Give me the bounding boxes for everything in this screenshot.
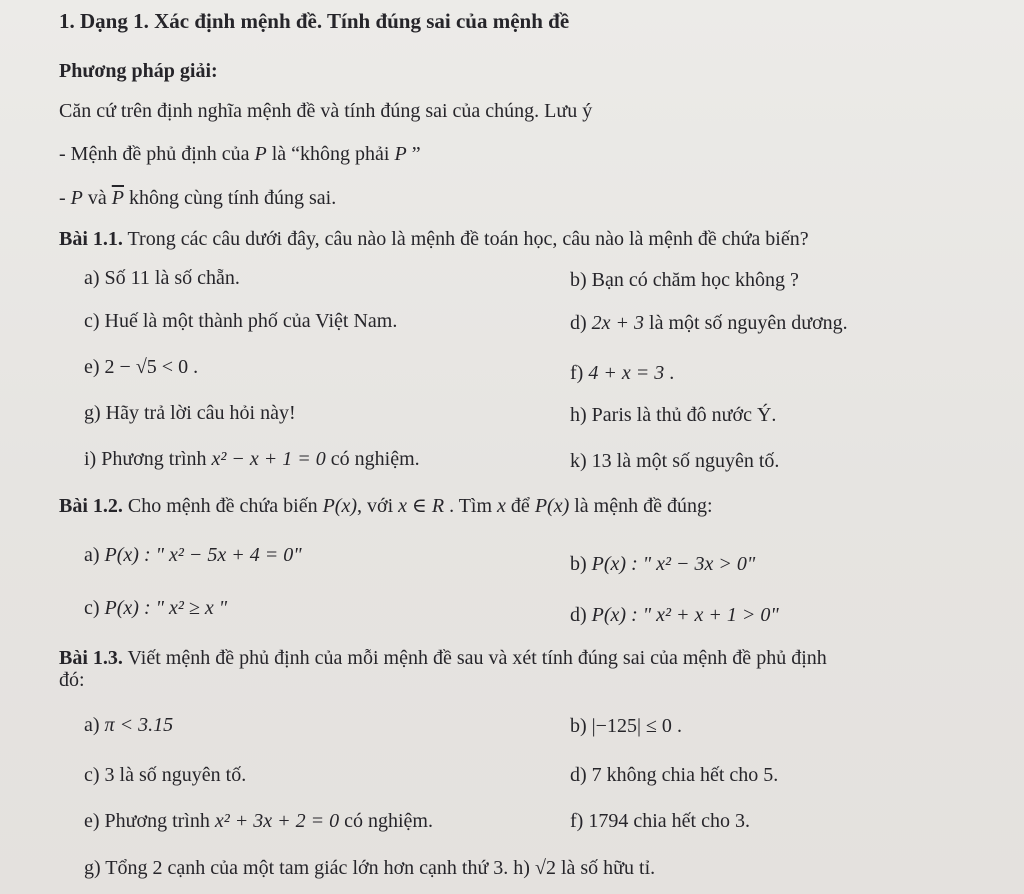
exercise-1-1-prompt: Bài 1.1. Trong các câu dưới đây, câu nào là mệnh đề toán học, câu nào là mệnh đề chứa biến? <box>59 228 809 250</box>
exercise-1-2-prompt: Bài 1.2. Cho mệnh đề chứa biến P(x), với x ∈ R . Tìm x để P(x) là mệnh đề đúng: <box>59 495 713 517</box>
method-title: Phương pháp giải: <box>59 60 218 82</box>
ex1-item-g: g) Hãy trả lời câu hỏi này! <box>84 402 296 424</box>
method-intro: Căn cứ trên định nghĩa mệnh đề và tính đúng sai của chúng. Lưu ý <box>59 100 593 122</box>
method-note-1: - Mệnh đề phủ định của P là “không phải P ” <box>59 143 421 165</box>
section-heading: 1. Dạng 1. Xác định mệnh đề. Tính đúng sai của mệnh đề <box>59 9 570 33</box>
ex2-item-d: d) P(x) : " x² + x + 1 > 0" <box>570 604 779 626</box>
ex3-item-b: b) |−125| ≤ 0 . <box>570 715 682 737</box>
ex1-item-c: c) Huế là một thành phố của Việt Nam. <box>84 310 398 332</box>
ex3-item-g-h: g) Tổng 2 cạnh của một tam giác lớn hơn cạnh thứ 3. h) √2 là số hữu tỉ. <box>84 857 656 879</box>
ex3-item-e: e) Phương trình x² + 3x + 2 = 0 có nghiệm. <box>84 810 433 832</box>
ex1-item-i: i) Phương trình x² − x + 1 = 0 có nghiệm. <box>84 448 420 470</box>
ex2-item-a: a) P(x) : " x² − 5x + 4 = 0" <box>84 544 302 566</box>
ex3-item-a: a) π < 3.15 <box>84 714 174 736</box>
ex3-item-f: f) 1794 chia hết cho 3. <box>570 810 750 832</box>
ex2-item-b: b) P(x) : " x² − 3x > 0" <box>570 553 756 575</box>
exercise-1-3-prompt: Bài 1.3. Viết mệnh đề phủ định của mỗi mệnh đề sau và xét tính đúng sai của mệnh đề phủ định <box>59 647 827 669</box>
ex1-item-k: k) 13 là một số nguyên tố. <box>570 450 780 472</box>
ex1-item-f: f) 4 + x = 3 . <box>570 362 675 384</box>
ex1-item-h: h) Paris là thủ đô nước Ý. <box>570 404 777 426</box>
exercise-1-3-prompt-cont: đó: <box>59 669 85 691</box>
method-note-2: - P và $\overline{P}$ không cùng tính đúng sai. <box>59 187 337 209</box>
ex1-item-e: e) 2 − √5 < 0 . <box>84 356 199 378</box>
ex3-item-d: d) 7 không chia hết cho 5. <box>570 764 779 786</box>
ex1-item-a: a) Số 11 là số chẵn. <box>84 267 240 289</box>
ex3-item-c: c) 3 là số nguyên tố. <box>84 764 247 786</box>
ex1-item-d: d) 2x + 3 là một số nguyên dương. <box>570 312 848 334</box>
ex1-item-b: b) Bạn có chăm học không ? <box>570 269 799 291</box>
ex2-item-c: c) P(x) : " x² ≥ x " <box>84 597 228 619</box>
